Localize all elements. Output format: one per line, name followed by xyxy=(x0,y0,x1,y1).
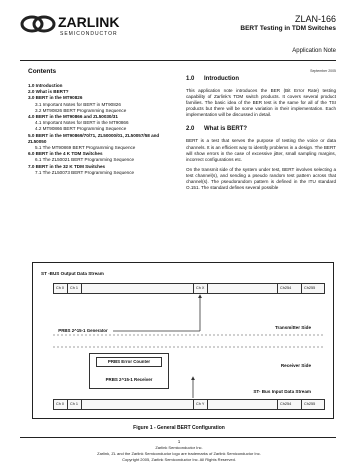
prbs-receiver-label: PRBS 2^15-1 Receiver xyxy=(105,377,153,382)
footer-copyright: Copyright 2005, Zarlink Semiconductor Inc. All Rights Reserved. xyxy=(122,457,236,462)
figure-connectors xyxy=(33,263,333,418)
footer-trademark: Zarlink, ZL and the Zarlink Semiconductor logo are trademarks of Zarlink Semiconductor Inc. xyxy=(97,451,261,456)
toc-item[interactable]: 4.2 MT90866 BERT Programming Sequence xyxy=(35,126,127,132)
document-type: Application Note xyxy=(292,48,336,54)
logo-wordmark: ZARLINK xyxy=(58,14,120,30)
bert-configuration-figure xyxy=(32,262,334,419)
receiver-block xyxy=(89,353,169,389)
logo-mark-icon xyxy=(22,17,54,31)
section-1-body: This application note introduces the BER (Bit Error Rate) testing capability of Zarlink's TDM switch products. It covers several product families. The basic idea of the BER test is the same for all of the TSI products but there will be some variation in their implementation. Each implementation will be discussed in detail. xyxy=(186,88,336,118)
logo-subtext: SEMICONDUCTOR xyxy=(60,31,118,37)
stream-cell-empty xyxy=(208,400,278,409)
header-rule xyxy=(20,60,336,61)
section-1-heading xyxy=(186,76,336,82)
prbs-generator-label: PRBS 2^15-1 Generator xyxy=(58,328,108,333)
toc-item[interactable]: 3.1 Important Notes for BERT in MT90826 xyxy=(35,101,121,107)
toc-item[interactable]: 7.0 BERT in the 32 K TDM Switches xyxy=(28,163,106,169)
prbs-error-counter-box: PRBS Error Counter xyxy=(96,357,162,367)
transmitter-side-label: Transmitter Side xyxy=(275,325,311,330)
document-id: ZLAN-166 xyxy=(294,14,336,24)
toc-item[interactable]: 5.1 The MT90869 BERT Programming Sequence xyxy=(35,145,136,151)
toc-item[interactable]: 2.0 What is BERT? xyxy=(28,89,69,95)
section-2-number: 2.0 xyxy=(186,126,195,133)
zarlink-logo xyxy=(20,10,130,40)
stream-cell: Ch 1 xyxy=(68,284,82,293)
stream-cell: Ch254 xyxy=(278,284,302,293)
stream-cell: Ch255 xyxy=(304,402,316,406)
stream-cell: Ch Y xyxy=(194,400,208,409)
contents-title: Contents xyxy=(28,68,57,75)
footer-rule xyxy=(20,437,336,438)
toc-item[interactable]: 3.0 BERT in the MT90826 xyxy=(28,95,83,101)
toc-item[interactable]: 6.1 The ZL50021 BERT Programming Sequence xyxy=(35,157,135,163)
page-number: 1 xyxy=(177,439,181,444)
section-1-title: Introduction xyxy=(204,76,239,82)
section-2-paragraph-2: On the transmit side of the system under test, BERT involves selecting a test channel(s), and sending a pseudo random test pattern across that channel(s). The pseudorandom pattern is defined in the ITU standard O.151. The standard defines several possible xyxy=(186,166,336,191)
receiver-side-label: Receiver Side xyxy=(280,363,311,368)
figure-caption: Figure 1 - General BERT Configuration xyxy=(133,425,225,431)
input-stream-label: ST- Bus Input Data Stream xyxy=(253,389,311,394)
toc-item[interactable]: 5.0 BERT in the MT90869/70/71, ZL50000/01, ZL50057/58 and ZL50050 xyxy=(28,132,160,144)
section-2-title: What is BERT? xyxy=(204,126,247,133)
toc-item[interactable]: 4.0 BERT in the MT90866 and ZL50030/31 xyxy=(28,114,118,120)
document-date: September 2005 xyxy=(310,69,336,73)
output-stream-label: ST -BUS Output Data Stream xyxy=(41,271,104,276)
toc-item[interactable]: 7.1 The ZL50073 BERT Programming Sequence xyxy=(35,169,135,175)
stream-cell: Ch 0 xyxy=(54,400,68,409)
stream-cell: Ch 1 xyxy=(68,400,82,409)
section-2-heading xyxy=(186,126,336,132)
contents-section xyxy=(28,68,178,176)
toc-item[interactable]: 6.0 BERT in the 4 K TDM Switches xyxy=(28,151,103,157)
section-1-number: 1.0 xyxy=(186,76,195,82)
contents-list xyxy=(28,83,178,176)
section-2-paragraph-1: BERT is a test that serves the purpose of testing the voice or data channels. It is an efficient way to identify problems in a design. The BERT will show errors in the case of excessive jitter, small sampling margins, incorrect configurations etc. xyxy=(186,138,336,162)
document-subtitle: BERT Testing in TDM Switches xyxy=(240,25,336,32)
toc-item[interactable]: 3.2 MT90826 BERT Programming Sequence xyxy=(35,107,127,113)
body-column xyxy=(186,68,336,195)
stream-cell: Ch 0 xyxy=(54,284,68,293)
toc-item[interactable]: 1.0 Introduction xyxy=(28,83,63,88)
stream-cell: Ch X xyxy=(194,284,208,293)
stream-cell: Ch255 xyxy=(304,286,316,290)
stream-cell: Ch254 xyxy=(278,400,302,409)
footer-company: Zarlink Semiconductor Inc. xyxy=(155,445,203,450)
stream-cell-empty xyxy=(82,400,194,409)
toc-item[interactable]: 4.1 Important Notes for BERT in the MT90866 xyxy=(35,120,129,126)
input-stream-row xyxy=(53,399,325,410)
